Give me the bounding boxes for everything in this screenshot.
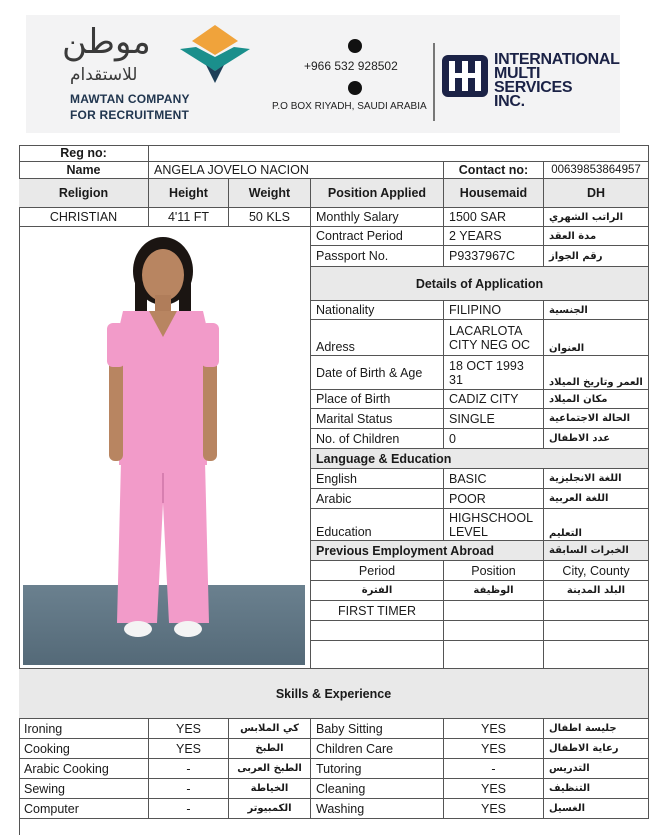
- religion-value: CHRISTIAN: [19, 208, 149, 227]
- skill-right-arabic: جليسة اطفال: [544, 719, 649, 739]
- education-arabic: التعليم: [544, 509, 649, 541]
- english-label: English: [311, 469, 444, 489]
- reg-no-value: [149, 145, 649, 162]
- language-heading: Language & Education: [311, 449, 649, 469]
- contract-period-value: 2 YEARS: [444, 227, 544, 246]
- skill-right-arabic: رعاية الاطفال: [544, 739, 649, 759]
- pob-label: Place of Birth: [311, 390, 444, 409]
- nationality-label: Nationality: [311, 301, 444, 320]
- nationality-arabic: الجنسية: [544, 301, 649, 320]
- skills-heading: Skills & Experience: [19, 669, 649, 719]
- details-heading: Details of Application: [311, 267, 649, 301]
- skill-left-arabic: الطبخ العربى: [229, 759, 311, 779]
- skill-right-arabic: الغسيل: [544, 799, 649, 819]
- contract-period-label: Contract Period: [311, 227, 444, 246]
- english-arabic: اللغة الانجليزية: [544, 469, 649, 489]
- col-position-arabic: الوظيفة: [444, 581, 544, 601]
- pob-value: CADIZ CITY: [444, 390, 544, 409]
- marital-value: SINGLE: [444, 409, 544, 429]
- employment-row2-position: [444, 621, 544, 641]
- children-label: No. of Children: [311, 429, 444, 449]
- application-form: [19, 145, 649, 835]
- english-value: BASIC: [444, 469, 544, 489]
- skill-right-value: YES: [444, 799, 544, 819]
- employment-row3-position: [444, 641, 544, 669]
- height-value: 4'11 FT: [149, 208, 229, 227]
- name-label: Name: [19, 162, 149, 179]
- nationality-value: FILIPINO: [444, 301, 544, 320]
- employment-row1-city: [544, 601, 649, 621]
- skill-right-value: -: [444, 759, 544, 779]
- weight-value: 50 KLS: [229, 208, 311, 227]
- marital-arabic: الحالة الاجتماعية: [544, 409, 649, 429]
- passport-label: Passport No.: [311, 246, 444, 267]
- position-code: DH: [544, 179, 649, 208]
- weight-header: Weight: [229, 179, 311, 208]
- dob-label: Date of Birth & Age: [311, 356, 444, 390]
- photo-frame: [19, 227, 311, 669]
- skill-right-label: Tutoring: [311, 759, 444, 779]
- employment-row1-period: FIRST TIMER: [311, 601, 444, 621]
- partner-name: [494, 53, 620, 109]
- location-pin-icon: [348, 81, 362, 95]
- skill-left-value: YES: [149, 719, 229, 739]
- dob-value: 18 OCT 1993 31: [444, 356, 544, 390]
- company-name-line2: FOR RECRUITMENT: [70, 108, 189, 122]
- salary-arabic: الراتب الشهري: [544, 208, 649, 227]
- skill-right-arabic: التنظيف: [544, 779, 649, 799]
- applicant-photo: [23, 233, 305, 665]
- arabic-arabic: اللغة العربية: [544, 489, 649, 509]
- skill-left-label: Cooking: [19, 739, 149, 759]
- address-value: LACARLOTA CITY NEG OC: [444, 320, 544, 356]
- letterhead-banner: [26, 15, 620, 133]
- company-name-english: [70, 91, 190, 123]
- children-arabic: عدد الاطفال: [544, 429, 649, 449]
- skill-right-label: Washing: [311, 799, 444, 819]
- postal-address: P.O BOX RIYADH, SAUDI ARABIA: [272, 101, 427, 112]
- skill-left-value: -: [149, 799, 229, 819]
- col-period: Period: [311, 561, 444, 581]
- col-position: Position: [444, 561, 544, 581]
- education-value: HIGHSCHOOL LEVEL: [444, 509, 544, 541]
- employment-row2-city: [544, 621, 649, 641]
- skill-left-arabic: الكمبيوتر: [229, 799, 311, 819]
- employment-row1-position: [444, 601, 544, 621]
- dob-arabic: العمر وتاريخ الميلاد: [544, 356, 649, 390]
- company-diamond-logo-icon: [176, 25, 254, 83]
- skill-left-value: -: [149, 759, 229, 779]
- skill-left-label: Ironing: [19, 719, 149, 739]
- name-value: ANGELA JOVELO NACION: [149, 162, 444, 179]
- skill-left-arabic: كي الملابس: [229, 719, 311, 739]
- skill-left-arabic: الخياطة: [229, 779, 311, 799]
- skill-left-label: Sewing: [19, 779, 149, 799]
- company-logo-arabic-sub: للاستقدام: [70, 65, 138, 85]
- phone-icon: [348, 39, 362, 53]
- phone-number: +966 532 928502: [304, 59, 398, 73]
- skill-right-value: YES: [444, 779, 544, 799]
- col-city: City, County: [544, 561, 649, 581]
- position-applied-header: Position Applied: [311, 179, 444, 208]
- col-period-arabic: الفترة: [311, 581, 444, 601]
- contract-period-arabic: مدة العقد: [544, 227, 649, 246]
- partner-line1: INTERNATIONAL: [494, 51, 620, 68]
- skill-left-label: Computer: [19, 799, 149, 819]
- skill-left-value: -: [149, 779, 229, 799]
- skill-right-label: Baby Sitting: [311, 719, 444, 739]
- skill-right-label: Children Care: [311, 739, 444, 759]
- skill-left-label: Arabic Cooking: [19, 759, 149, 779]
- employment-row2-period: [311, 621, 444, 641]
- header-divider: [433, 43, 435, 121]
- company-name-line1: MAWTAN COMPANY: [70, 92, 190, 106]
- religion-header: Religion: [19, 179, 149, 208]
- passport-arabic: رقم الجواز: [544, 246, 649, 267]
- contact-label: Contact no:: [444, 162, 544, 179]
- skill-right-value: YES: [444, 719, 544, 739]
- height-header: Height: [149, 179, 229, 208]
- children-value: 0: [444, 429, 544, 449]
- arabic-label: Arabic: [311, 489, 444, 509]
- contact-value: 00639853864957: [544, 162, 649, 179]
- employment-row3-period: [311, 641, 444, 669]
- col-city-arabic: البلد المدينة: [544, 581, 649, 601]
- company-logo-arabic: موطن: [62, 22, 151, 62]
- partner-line3: INC.: [494, 93, 525, 110]
- position-value: Housemaid: [444, 179, 544, 208]
- skill-right-arabic: التدريس: [544, 759, 649, 779]
- pob-arabic: مكان الميلاد: [544, 390, 649, 409]
- passport-value: P9337967C: [444, 246, 544, 267]
- skill-left-arabic: الطبخ: [229, 739, 311, 759]
- marital-label: Marital Status: [311, 409, 444, 429]
- salary-label: Monthly Salary: [311, 208, 444, 227]
- skill-right-label: Cleaning: [311, 779, 444, 799]
- reg-no-label: Reg no:: [19, 145, 149, 162]
- skill-right-value: YES: [444, 739, 544, 759]
- ims-logo-icon: [440, 51, 490, 101]
- employment-heading-arabic: الخبرات السابقة: [544, 541, 649, 561]
- salary-value: 1500 SAR: [444, 208, 544, 227]
- address-arabic: العنوان: [544, 320, 649, 356]
- arabic-value: POOR: [444, 489, 544, 509]
- employment-heading: Previous Employment Abroad: [311, 541, 544, 561]
- skill-left-value: YES: [149, 739, 229, 759]
- employment-row3-city: [544, 641, 649, 669]
- education-label: Education: [311, 509, 444, 541]
- address-label: Adress: [311, 320, 444, 356]
- partner-line2: MULTI SERVICES: [494, 65, 573, 96]
